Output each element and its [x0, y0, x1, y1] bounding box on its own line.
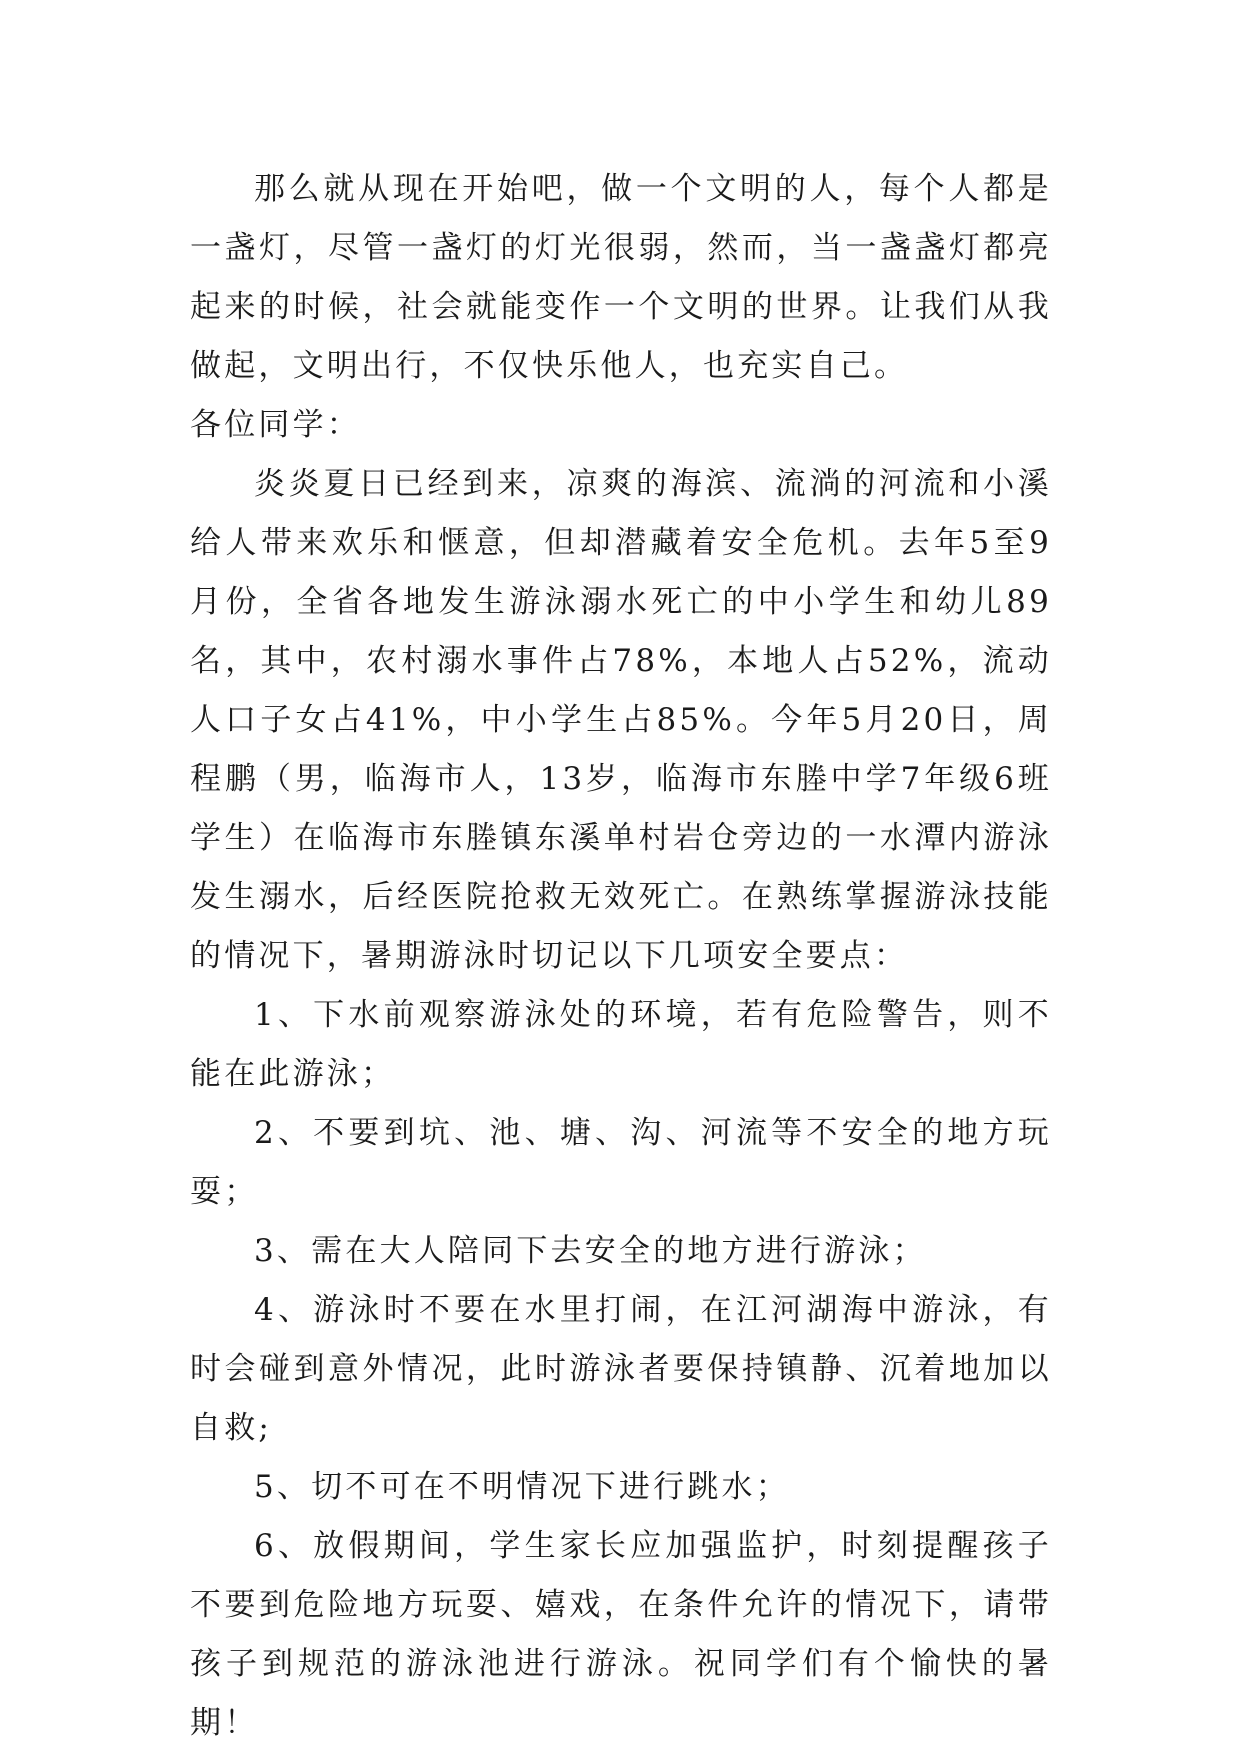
list-item-6: 6、放假期间，学生家长应加强监护，时刻提醒孩子不要到危险地方玩耍、嬉戏，在条件允许的情况下，请带孩子到规范的游泳池进行游泳。祝同学们有个愉快的暑期！ [190, 1528, 1052, 1741]
list-item-3: 3、需在大人陪同下去安全的地方进行游泳； [254, 1233, 927, 1269]
list-item-4: 4、游泳时不要在水里打闹，在江河湖海中游泳，有时会碰到意外情况，此时游泳者要保持镇静、沉着地加以自救; [190, 1292, 1052, 1446]
list-item-1: 1、下水前观察游泳处的环境，若有危险警告，则不能在此游泳； [190, 997, 1052, 1092]
paragraph-civilization: 那么就从现在开始吧，做一个文明的人，每个人都是一盏灯，尽管一盏灯的灯光很弱，然而，当一盏盏灯都亮起来的时候，社会就能变作一个文明的世界。让我们从我做起，文明出行，不仅快乐他人，也充实自己。 [190, 171, 1052, 384]
salutation: 各位同学： [190, 407, 361, 443]
list-item-2: 2、不要到坑、池、塘、沟、河流等不安全的地方玩耍； [190, 1115, 1052, 1210]
list-item-5: 5、切不可在不明情况下进行跳水； [254, 1469, 790, 1505]
paragraph-summer-safety: 炎炎夏日已经到来，凉爽的海滨、流淌的河流和小溪给人带来欢乐和惬意，但却潜藏着安全危机。去年5至9月份，全省各地发生游泳溺水死亡的中小学生和幼儿89名，其中，农村溺水事件占78%，本地人占52%，流动人口子女占41%，中小学生占85%。今年5月20日，周程鹏（男，临海市人，13岁，临海市东塍中学7年级6班学生）在临海市东塍镇东溪单村岩仓旁边的一水潭内游泳发生溺水，后经医院抢救无效死亡。在熟练掌握游泳技能的情况下，暑期游泳时切记以下几项安全要点： [190, 466, 1052, 974]
document-page [190, 160, 1052, 1753]
